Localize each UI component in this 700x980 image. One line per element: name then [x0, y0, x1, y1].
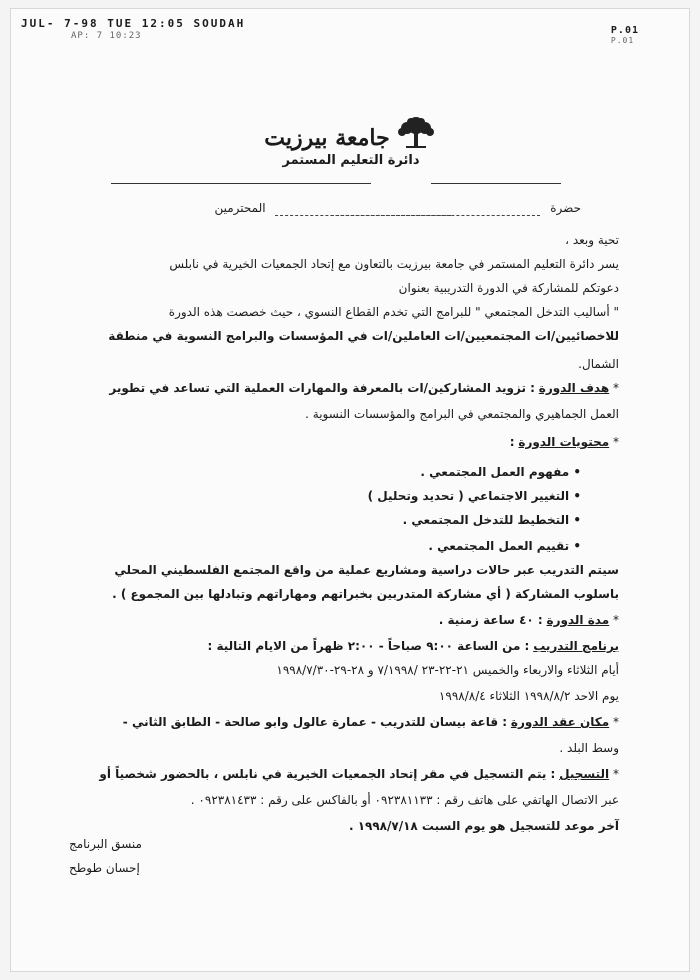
- letterhead-rule-left: [111, 183, 371, 184]
- addressee-honorific: المحترمين: [214, 201, 266, 215]
- letterhead-rule-right: [431, 183, 561, 184]
- university-name: جامعة بيرزيت: [264, 125, 390, 151]
- deadline-line: آخر موعد للتسجيل هو يوم السبت ١٩٩٨/٧/١٨ .: [348, 819, 619, 833]
- addressee-underline: [331, 215, 451, 216]
- program-line-2: أيام الثلاثاء والاربعاء والخميس ٢١-٢٢-٢٣ /٧/١٩٩٨ و ٢٨-٢٩-١٩٩٨/٧/٣٠: [276, 663, 619, 677]
- addressee-label: حضرة: [550, 201, 581, 215]
- fax-sub-header: AP: 7 10:23: [71, 31, 142, 41]
- contents-item: • تقييم العمل المجتمعي .: [428, 539, 581, 553]
- goal-text: : تزويد المشاركين/ات بالمعرفة والمهارات العملية التي تساعد في تطوير: [109, 381, 535, 395]
- contents-item: • مفهوم العمل المجتمعي .: [420, 465, 581, 479]
- venue-text: : قاعة بيسان للتدريب - عمارة عالول وابو صالحة - الطابق الثاني -: [122, 715, 508, 729]
- venue-line-2: وسط البلد .: [559, 741, 619, 755]
- greeting: تحية وبعد ،: [565, 233, 619, 247]
- venue-line: * مكان عقد الدورة : قاعة بيسان للتدريب - عمارة عالول وابو صالحة - الطابق الثاني -: [122, 715, 619, 729]
- program-text: : من الساعة ٩:٠٠ صباحاً - ٢:٠٠ ظهراً من الايام التالية :: [207, 639, 530, 653]
- registration-label: التسجيل: [559, 767, 610, 781]
- contents-item: • التخطيط للتدخل المجتمعي .: [402, 513, 581, 527]
- tree-logo-icon: [394, 115, 438, 151]
- program-label: برنامج التدريب: [533, 639, 619, 653]
- contents-line: * محتويات الدورة :: [509, 435, 619, 449]
- letterhead: [231, 115, 471, 168]
- method-line-1: سيتم التدريب عبر حالات دراسية ومشاريع عملية من واقع المجتمع الفلسطيني المحلي: [114, 563, 619, 577]
- goal-label: هدف الدورة: [538, 381, 610, 395]
- registration-text: : يتم التسجيل في مقر إتحاد الجمعيات الخيرية في نابلس ، بالحضور شخصياً أو: [99, 767, 556, 781]
- contents-item-text: مفهوم العمل المجتمعي .: [420, 465, 570, 479]
- addressee-line: [101, 201, 581, 216]
- contents-label: محتويات الدورة: [518, 435, 610, 449]
- goal-line: * هدف الدورة : تزويد المشاركين/ات بالمعرفة والمهارات العملية التي تساعد في تطوير: [109, 381, 619, 395]
- page-number-sub: P.01: [610, 36, 635, 45]
- duration-text: : ٤٠ ساعة زمنية .: [438, 613, 543, 627]
- signature-title: منسق البرنامج: [69, 837, 142, 851]
- contents-item-text: التغيير الاجتماعي ( تحديد وتحليل ): [367, 489, 570, 503]
- addressee-blank: [275, 201, 540, 216]
- department-name: دائرة التعليم المستمر: [282, 153, 420, 168]
- intro-line-4: للاخصائيين/ات المجتمعيين/ات العاملين/ات في المؤسسات والبرامج النسوية في منطقة: [108, 329, 619, 343]
- duration-line: * مدة الدورة : ٤٠ ساعة زمنية .: [438, 613, 619, 627]
- contents-item: • التغيير الاجتماعي ( تحديد وتحليل ): [367, 489, 581, 503]
- contents-item-text: تقييم العمل المجتمعي .: [428, 539, 570, 553]
- intro-line-3: " أساليب التدخل المجتمعي " للبرامج التي تخدم القطاع النسوي ، حيث خصصت هذه الدورة: [168, 305, 619, 319]
- contents-item-text: التخطيط للتدخل المجتمعي .: [402, 513, 570, 527]
- duration-label: مدة الدورة: [546, 613, 610, 627]
- registration-line-2: عبر الاتصال الهاتفي على هاتف رقم : ٠٩٢٣٨١١٣٣ أو بالفاكس على رقم : ٠٩٢٣٨١٤٣٣ .: [190, 793, 619, 807]
- intro-line-5: الشمال.: [578, 357, 619, 371]
- fax-header: JUL- 7-98 TUE 12:05 SOUDAH: [21, 17, 246, 30]
- program-line: [59, 639, 619, 653]
- registration-line: * التسجيل : يتم التسجيل في مقر إتحاد الجمعيات الخيرية في نابلس ، بالحضور شخصياً أو: [99, 767, 619, 781]
- intro-line-1: يسر دائرة التعليم المستمر في جامعة بيرزيت بالتعاون مع إتحاد الجمعيات الخيرية في نابلس: [169, 257, 619, 271]
- venue-label: مكان عقد الدورة: [510, 715, 610, 729]
- method-line-2: باسلوب المشاركة ( أي مشاركة المتدربين بخبراتهم ومهاراتهم وتبادلها بين المجموع ) .: [112, 587, 619, 601]
- fax-page: [10, 8, 690, 972]
- signature-name: إحسان طوطح: [69, 861, 140, 875]
- contents-colon: :: [509, 435, 515, 449]
- goal-line-2: العمل الجماهيري والمجتمعي في البرامج والمؤسسات النسوية .: [305, 407, 619, 421]
- fax-page-number: [611, 25, 639, 45]
- page-number-text: P.01: [610, 25, 639, 36]
- intro-line-2: دعوتكم للمشاركة في الدورة التدريبية بعنوان: [398, 281, 619, 295]
- program-line-3: يوم الاحد ١٩٩٨/٨/٢ الثلاثاء ١٩٩٨/٨/٤: [438, 689, 619, 703]
- logo-row: [231, 115, 471, 151]
